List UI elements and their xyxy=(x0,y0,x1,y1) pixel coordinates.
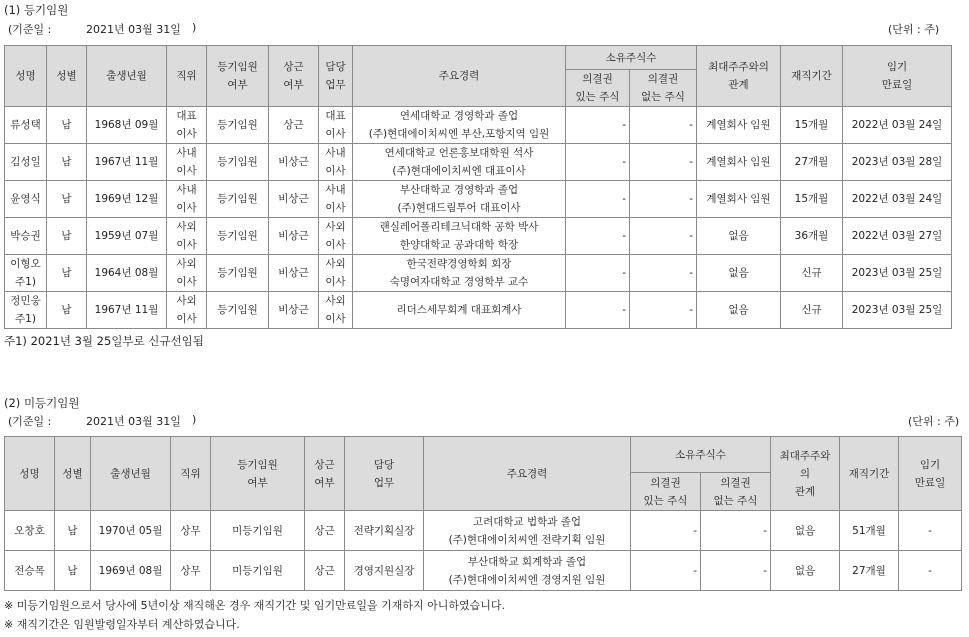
header-birth: 출생년월 xyxy=(91,437,171,511)
cell-fulltime: 비상근 xyxy=(269,255,319,292)
section2-unit: (단위 : 주) xyxy=(908,415,960,428)
header-name: 성명 xyxy=(5,46,47,107)
cell-duty: 사내 이사 xyxy=(319,181,353,218)
cell-position: 사외 이사 xyxy=(167,218,207,255)
cell-fulltime: 상근 xyxy=(305,511,345,551)
cell-career: 부산대학교 회계학과 졸업 (주)현대에이치씨엔 경영지원 임원 xyxy=(424,551,631,591)
header-birth: 출생년월 xyxy=(87,46,167,107)
cell-relation: 계열회사 임원 xyxy=(697,144,781,181)
table-row xyxy=(5,551,962,591)
cell-tenure: 15개월 xyxy=(781,107,843,144)
cell-name: 김성일 xyxy=(5,144,47,181)
cell-tenure: 36개월 xyxy=(781,218,843,255)
cell-duty: 전략기획실장 xyxy=(345,511,424,551)
cell-birth: 1968년 09월 xyxy=(87,107,167,144)
cell-term: - xyxy=(899,511,962,551)
cell-voting: - xyxy=(566,218,630,255)
header-registered: 등기임원 여부 xyxy=(207,46,269,107)
cell-voting: - xyxy=(566,292,630,329)
cell-name: 정민웅 주1) xyxy=(5,292,47,329)
cell-birth: 1969년 12월 xyxy=(87,181,167,218)
header-shares: 소유주식수 xyxy=(631,437,771,473)
cell-position: 상무 xyxy=(171,551,211,591)
cell-position: 사내 이사 xyxy=(167,144,207,181)
header-duty: 담당 업무 xyxy=(345,437,424,511)
cell-career: 리더스세무회계 대표회계사 xyxy=(353,292,566,329)
header-gender: 성별 xyxy=(55,437,91,511)
cell-birth: 1964년 08월 xyxy=(87,255,167,292)
cell-name: 이형오 주1) xyxy=(5,255,47,292)
cell-name: 박승권 xyxy=(5,218,47,255)
table-row xyxy=(5,292,952,329)
header-name: 성명 xyxy=(5,437,55,511)
header-nonvoting: 의결권 없는 주식 xyxy=(701,473,771,511)
cell-relation: 없음 xyxy=(697,292,781,329)
header-position: 직위 xyxy=(167,46,207,107)
cell-career: 고려대학교 법학과 졸업 (주)현대에이치씨엔 전략기획 임원 xyxy=(424,511,631,551)
cell-nonvoting: - xyxy=(630,218,697,255)
table-row xyxy=(5,218,952,255)
cell-gender: 남 xyxy=(47,107,87,144)
cell-nonvoting: - xyxy=(630,107,697,144)
cell-career: 랜실레어폴리테크닉대학 공학 박사 한양대학교 공과대학 학장 xyxy=(353,218,566,255)
section2-note-2: ※ 재직기간은 임원발령일자부터 계산하였습니다. xyxy=(4,618,240,631)
cell-registered: 등기임원 xyxy=(207,181,269,218)
cell-gender: 남 xyxy=(47,255,87,292)
cell-registered: 등기임원 xyxy=(207,218,269,255)
table-row xyxy=(5,181,952,218)
section2-title: (2) 미등기임원 xyxy=(4,396,80,410)
cell-birth: 1970년 05월 xyxy=(91,511,171,551)
header-voting: 의결권 있는 주식 xyxy=(566,70,630,107)
cell-name: 오창호 xyxy=(5,511,55,551)
section1-unit: (단위 : 주) xyxy=(888,23,940,36)
cell-duty: 경영지원실장 xyxy=(345,551,424,591)
section2-base-label: (기준일 : xyxy=(8,415,52,428)
cell-nonvoting: - xyxy=(630,255,697,292)
cell-tenure: 27개월 xyxy=(781,144,843,181)
cell-position: 사외 이사 xyxy=(167,255,207,292)
cell-career: 한국전략경영학회 회장 숙명여자대학교 경영학부 교수 xyxy=(353,255,566,292)
cell-voting: - xyxy=(566,107,630,144)
cell-name: 윤영식 xyxy=(5,181,47,218)
cell-fulltime: 비상근 xyxy=(269,292,319,329)
table-row xyxy=(5,255,952,292)
section2-base-date: 2021년 03월 31일 xyxy=(86,415,181,428)
cell-gender: 남 xyxy=(47,218,87,255)
cell-nonvoting: - xyxy=(630,144,697,181)
header-nonvoting: 의결권 없는 주식 xyxy=(630,70,697,107)
cell-registered: 등기임원 xyxy=(207,255,269,292)
cell-nonvoting: - xyxy=(701,511,771,551)
cell-career: 연세대학교 언론홍보대학원 석사 (주)현대에이치씨엔 대표이사 xyxy=(353,144,566,181)
cell-duty: 사외 이사 xyxy=(319,255,353,292)
cell-duty: 대표 이사 xyxy=(319,107,353,144)
cell-birth: 1969년 08월 xyxy=(91,551,171,591)
cell-position: 대표 이사 xyxy=(167,107,207,144)
cell-relation: 계열회사 임원 xyxy=(697,181,781,218)
section1-title: (1) 등기임원 xyxy=(4,3,69,17)
cell-tenure: 27개월 xyxy=(840,551,899,591)
cell-career: 연세대학교 경영학과 졸업 (주)현대에이치씨엔 부산,포항지역 임원 xyxy=(353,107,566,144)
cell-relation: 없음 xyxy=(771,511,840,551)
cell-voting: - xyxy=(566,144,630,181)
cell-fulltime: 비상근 xyxy=(269,181,319,218)
header-fulltime: 상근 여부 xyxy=(269,46,319,107)
cell-registered: 등기임원 xyxy=(207,107,269,144)
cell-voting: - xyxy=(631,511,701,551)
section1-base-label: (기준일 : xyxy=(8,23,52,36)
cell-term: 2023년 03월 25일 xyxy=(843,255,952,292)
cell-registered: 등기임원 xyxy=(207,144,269,181)
header-tenure: 재직기간 xyxy=(781,46,843,107)
cell-voting: - xyxy=(566,255,630,292)
cell-term: 2022년 03월 24일 xyxy=(843,181,952,218)
section1-note: 주1) 2021년 3월 25일부로 신규선임됨 xyxy=(4,334,204,348)
header-term: 임기 만료일 xyxy=(843,46,952,107)
header-career: 주요경력 xyxy=(424,437,631,511)
cell-duty: 사외 이사 xyxy=(319,218,353,255)
header-relation: 최대주주와의 관계 xyxy=(697,46,781,107)
cell-position: 상무 xyxy=(171,511,211,551)
cell-relation: 없음 xyxy=(697,218,781,255)
cell-fulltime: 비상근 xyxy=(269,218,319,255)
cell-gender: 남 xyxy=(55,511,91,551)
cell-tenure: 신규 xyxy=(781,255,843,292)
cell-voting: - xyxy=(566,181,630,218)
cell-birth: 1959년 07월 xyxy=(87,218,167,255)
cell-fulltime: 상근 xyxy=(269,107,319,144)
cell-birth: 1967년 11월 xyxy=(87,144,167,181)
cell-gender: 남 xyxy=(55,551,91,591)
cell-registered: 미등기임원 xyxy=(211,551,305,591)
cell-relation: 계열회사 임원 xyxy=(697,107,781,144)
cell-nonvoting: - xyxy=(630,292,697,329)
unregistered-executives-table xyxy=(4,436,962,591)
cell-relation: 없음 xyxy=(771,551,840,591)
header-gender: 성별 xyxy=(47,46,87,107)
header-registered: 등기임원 여부 xyxy=(211,437,305,511)
cell-gender: 남 xyxy=(47,144,87,181)
section2-base-close: ) xyxy=(192,413,197,426)
section2-note-1: ※ 미등기임원으로서 당사에 5년이상 재직해온 경우 재직기간 및 임기만료일을 기재하지 아니하였습니다. xyxy=(4,599,505,612)
cell-term: 2022년 03월 27일 xyxy=(843,218,952,255)
cell-voting: - xyxy=(631,551,701,591)
cell-name: 전승목 xyxy=(5,551,55,591)
cell-name: 류성택 xyxy=(5,107,47,144)
cell-term: 2022년 03월 24일 xyxy=(843,107,952,144)
cell-gender: 남 xyxy=(47,292,87,329)
section1-base-date: 2021년 03월 31일 xyxy=(86,23,181,36)
cell-registered: 미등기임원 xyxy=(211,511,305,551)
table-row xyxy=(5,511,962,551)
cell-tenure: 51개월 xyxy=(840,511,899,551)
header-tenure: 재직기간 xyxy=(840,437,899,511)
cell-tenure: 신규 xyxy=(781,292,843,329)
header-fulltime: 상근 여부 xyxy=(305,437,345,511)
cell-gender: 남 xyxy=(47,181,87,218)
cell-career: 부산대학교 경영학과 졸업 (주)현대드림투어 대표이사 xyxy=(353,181,566,218)
table-row xyxy=(5,144,952,181)
header-voting: 의결권 있는 주식 xyxy=(631,473,701,511)
header-shares: 소유주식수 xyxy=(566,46,697,70)
table-row xyxy=(5,107,952,144)
cell-position: 사내 이사 xyxy=(167,181,207,218)
cell-tenure: 15개월 xyxy=(781,181,843,218)
cell-fulltime: 비상근 xyxy=(269,144,319,181)
cell-term: 2023년 03월 25일 xyxy=(843,292,952,329)
cell-nonvoting: - xyxy=(701,551,771,591)
cell-term: - xyxy=(899,551,962,591)
cell-fulltime: 상근 xyxy=(305,551,345,591)
cell-position: 사외 이사 xyxy=(167,292,207,329)
cell-registered: 등기임원 xyxy=(207,292,269,329)
header-career: 주요경력 xyxy=(353,46,566,107)
header-term: 임기 만료일 xyxy=(899,437,962,511)
section1-base-close: ) xyxy=(192,21,197,34)
cell-duty: 사내 이사 xyxy=(319,144,353,181)
cell-term: 2023년 03월 28일 xyxy=(843,144,952,181)
cell-relation: 없음 xyxy=(697,255,781,292)
cell-birth: 1967년 11월 xyxy=(87,292,167,329)
cell-duty: 사외 이사 xyxy=(319,292,353,329)
header-duty: 담당 업무 xyxy=(319,46,353,107)
header-position: 직위 xyxy=(171,437,211,511)
registered-executives-table xyxy=(4,45,952,329)
header-relation: 최대주주와 의 관계 xyxy=(771,437,840,511)
cell-nonvoting: - xyxy=(630,181,697,218)
